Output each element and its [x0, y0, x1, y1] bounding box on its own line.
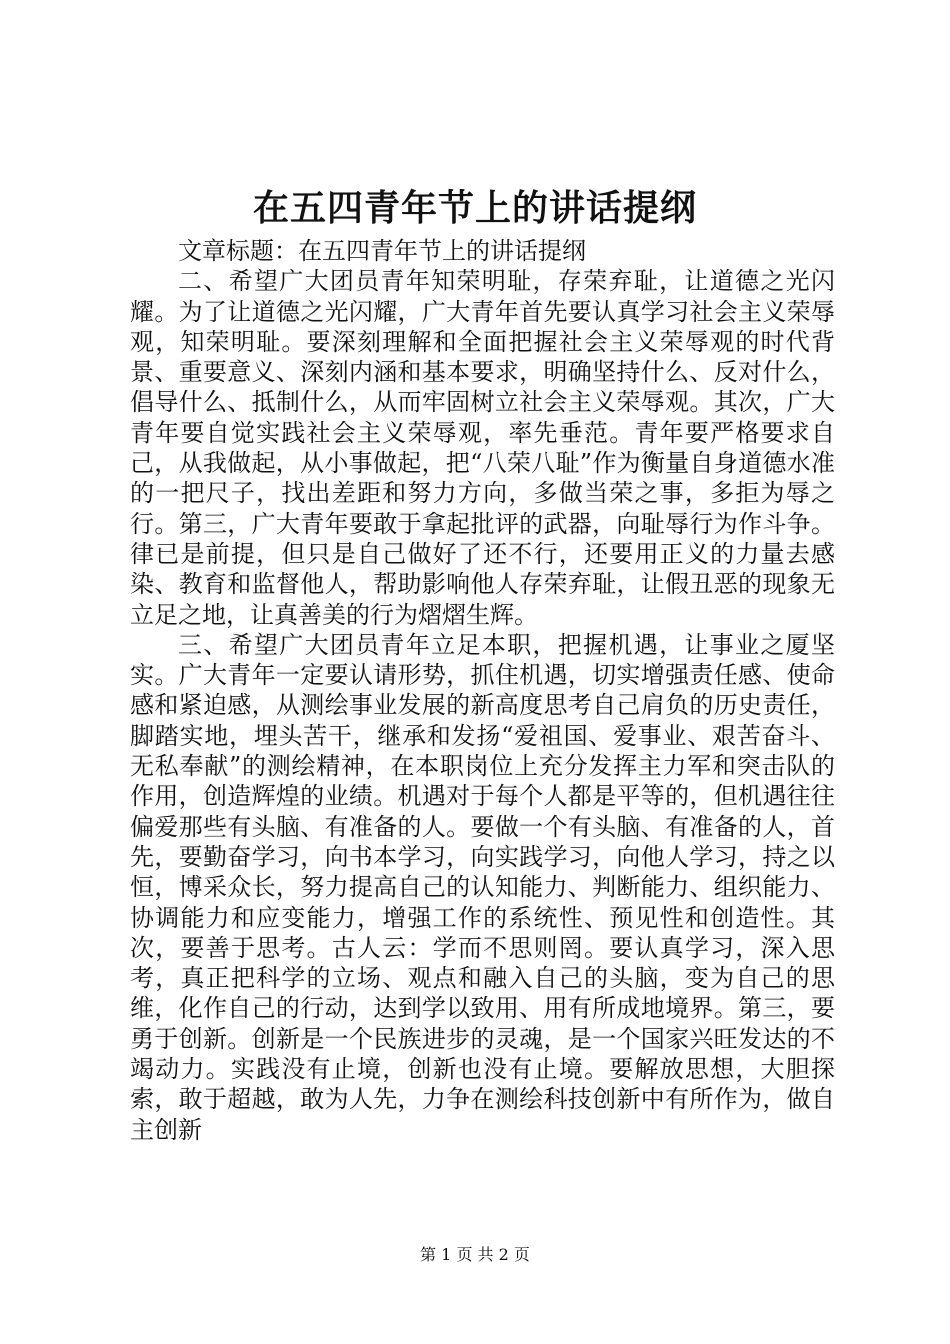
- document-title: 在五四青年节上的讲话提纲: [252, 187, 697, 229]
- paragraph-section-three: 三、希望广大团员青年立足本职，把握机遇，让事业之厦坚实。广大青年一定要认请形势，抓住机遇，切实增强责任感、使命感和紧迫感，从测绘事业发展的新高度思考自己肩负的历史责任，脚踏实地，埋头苦干，继承和发扬“爱祖国、爱事业、艰苦奋斗、无私奉献”的测绘精神，在本职岗位上充分发挥主力军和突击队的作用，创造辉煌的业绩。机遇对于每个人都是平等的，但机遇往往偏爱那些有头脑、有准备的人。要做一个有头脑、有准备的人，首先，要勤奋学习，向书本学习，向实践学习，向他人学习，持之以恒，博采众长，努力提高自己的认知能力、判断能力、组织能力、协调能力和应变能力，增强工作的系统性、预见性和创造性。其次，要善于思考。古人云：学而不思则罔。要认真学习，深入思考，真正把科学的立场、观点和融入自己的头脑，变为自己的思维，化作自己的行动，达到学以致用、用有所成地境界。第三，要勇于创新。创新是一个民族进步的灵魂，是一个国家兴旺发达的不竭动力。实践没有止境，创新也没有止境。要解放思想，大胆探索，敢于超越，敢为人先，力争在测绘科技创新中有所作为，做自主创新: [130, 630, 835, 1144]
- document-body: [130, 236, 835, 1145]
- page-number-footer: 第 1 页 共 2 页: [420, 1245, 530, 1264]
- article-title-line: 文章标题：在五四青年节上的讲话提纲: [178, 237, 586, 265]
- paragraph-section-two: 二、希望广大团员青年知荣明耻，存荣弃耻，让道德之光闪耀。为了让道德之光闪耀，广大青年首先要认真学习社会主义荣辱观，知荣明耻。要深刻理解和全面把握社会主义荣辱观的时代背景、重要意义、深刻内涵和基本要求，明确坚持什么、反对什么，倡导什么、抵制什么，从而牢固树立社会主义荣辱观。其次，广大青年要自觉实践社会主义荣辱观，率先垂范。青年要严格要求自己，从我做起，从小事做起，把“八荣八耻”作为衡量自身道德水准的一把尺子，找出差距和努力方向，多做当荣之事，多拒为辱之行。第三，广大青年要敢于拿起批评的武器，向耻辱行为作斗争。律已是前提，但只是自己做好了还不行，还要用正义的力量去感染、教育和监督他人，帮助影响他人存荣弃耻，让假丑恶的现象无立足之地，让真善美的行为熠熠生辉。: [130, 267, 835, 629]
